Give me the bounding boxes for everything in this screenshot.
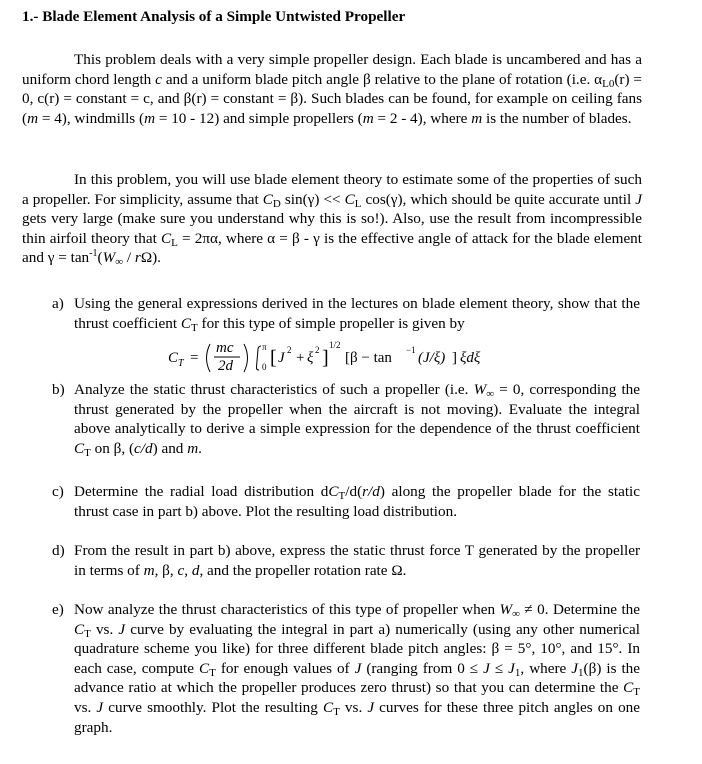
part-c-text	[74, 482, 640, 521]
eq-denominator: 2d	[218, 358, 233, 374]
var-C: C	[74, 439, 85, 457]
part-d-label: d)	[52, 542, 65, 559]
var-W: W	[102, 249, 116, 267]
text-run: (β) is the advance ratio at which the propeller produces zero thrust) so that you can determine the	[74, 659, 641, 697]
var-C: C	[160, 229, 172, 247]
eq-differential: ξdξ	[460, 350, 481, 366]
var-c: c	[177, 561, 185, 579]
var-c: c	[155, 70, 162, 88]
text-run: , β,	[154, 561, 178, 579]
var-C: C	[198, 659, 210, 677]
text-run: /d(	[345, 483, 363, 500]
eq-close-bracket: ]	[452, 350, 457, 366]
problem-title: 1.- Blade Element Analysis of a Simple Untwisted Propeller	[22, 8, 406, 25]
text-run: ≠ 0. Determine the	[520, 601, 641, 618]
var-J: J	[354, 659, 362, 677]
subscript: L0	[602, 77, 615, 90]
eq-beta-minus-atan: [β − tan	[345, 350, 392, 366]
text-run: /	[123, 249, 135, 267]
text-run: gets very large (make sure you understand why this is so!). Also, use the result from incompressible thin airfoil theory that	[22, 210, 642, 247]
var-J: J	[635, 190, 642, 208]
var-r: r	[134, 249, 141, 267]
text-run: = 0, corresponding the thrust generated by the propeller when the aircraft is not moving). Evaluate the integral above analytically to derive a simple expression for the dependence of the thrust coefficient	[74, 381, 640, 438]
text-run: cos(γ), which should be quite accurate until	[361, 190, 636, 208]
subscript: T	[633, 686, 640, 699]
text-run: for enough values of	[215, 659, 355, 677]
text-run: is the number of blades.	[482, 109, 632, 127]
text-run: Analyze the static thrust characteristics of such a propeller (i.e.	[74, 381, 474, 398]
eq-square: 2	[315, 345, 320, 355]
text-run: = 2 - 4), where	[373, 109, 472, 127]
subscript: 1	[578, 666, 584, 679]
eq-numerator: mc	[216, 340, 234, 356]
eq-right-paren	[244, 344, 248, 372]
subscript: T	[333, 705, 340, 718]
text-run: vs.	[339, 698, 368, 716]
var-J: J	[571, 659, 579, 677]
text-run: ,	[184, 561, 192, 579]
var-W: W	[473, 381, 487, 398]
part-a-label: a)	[52, 295, 64, 312]
text-run: sin(γ) <<	[280, 190, 345, 208]
var-C: C	[328, 483, 339, 500]
text-run: (ranging from 0 ≤	[361, 659, 484, 677]
var-r-over-d: r/d	[362, 483, 380, 500]
text-run: From the result in part b) above, express the static thrust force T generated by the propeller in terms of	[74, 542, 640, 579]
eq-left-paren	[207, 344, 211, 372]
var-d: d	[191, 561, 200, 579]
var-m: m	[187, 439, 199, 457]
part-b-label: b)	[52, 381, 65, 398]
var-m: m	[362, 109, 374, 127]
var-m: m	[27, 109, 39, 127]
var-J: J	[483, 659, 490, 677]
subscript: D	[272, 197, 281, 210]
eq-argument: (J/ξ)	[418, 350, 446, 366]
text-run: (	[97, 249, 103, 267]
eq-left-bracket: [	[270, 347, 277, 369]
eq-inverse: −1	[406, 345, 416, 355]
eq-square: 2	[287, 345, 292, 355]
superscript: -1	[89, 248, 98, 260]
text-run: This problem deals with a very simple propeller design. Each blade is uncambered and has a uniform chord length	[22, 51, 642, 88]
var-W: W	[499, 601, 513, 618]
eq-upper-limit: π	[262, 342, 267, 352]
part-d-text	[74, 541, 640, 580]
eq-J: J	[278, 350, 285, 366]
var-J: J	[96, 698, 104, 716]
text-run: and a uniform blade pitch angle β relative to the plane of rotation (i.e. α	[161, 70, 603, 88]
text-run: on β, (	[90, 439, 135, 457]
var-C: C	[180, 314, 191, 332]
text-run: Ω).	[140, 249, 161, 267]
part-c-label: c)	[52, 483, 64, 500]
eq-right-bracket: ]	[322, 347, 329, 369]
text-run: curve smoothly. Plot the resulting	[103, 698, 323, 716]
text-run: .	[198, 439, 202, 457]
text-run: curves for these three pitch angles on one graph.	[74, 698, 640, 736]
text-run: for this type of simple propeller is given by	[197, 314, 465, 332]
var-m: m	[143, 561, 155, 579]
eq-CT: C	[168, 350, 179, 366]
var-J: J	[367, 698, 375, 716]
text-run: vs.	[90, 620, 119, 638]
eq-equals: =	[190, 350, 199, 366]
thrust-coefficient-equation	[166, 336, 566, 376]
var-m: m	[471, 109, 483, 127]
subscript: L	[354, 197, 362, 210]
text-run: = 10 - 12) and simple propellers (	[155, 109, 363, 127]
eq-plus: +	[296, 350, 305, 366]
var-C: C	[344, 190, 355, 208]
eq-subscript: T	[178, 358, 184, 369]
subscript: L	[171, 236, 178, 249]
text-run: vs.	[74, 698, 97, 716]
var-J: J	[508, 659, 515, 677]
subscript: T	[190, 321, 198, 334]
part-e-label: e)	[52, 601, 64, 618]
subscript: T	[84, 627, 91, 640]
text-run: Now analyze the thrust characteristics of this type of propeller when	[74, 601, 500, 618]
text-run: ≤	[489, 659, 509, 677]
subscript: T	[209, 666, 216, 679]
text-run: In this problem, you will use blade element theory to estimate some of the properties of such a propeller. For simplicity, assume that	[22, 171, 642, 208]
part-e-text	[74, 600, 640, 737]
part-b-text	[74, 380, 640, 458]
text-run: ) and	[152, 439, 188, 457]
eq-lower-limit: 0	[262, 362, 267, 372]
text-run: Determine the radial load distribution d	[74, 483, 329, 500]
var-C: C	[262, 190, 273, 208]
var-c-over-d: c/d	[134, 439, 153, 457]
part-a-text	[74, 294, 640, 333]
subscript: T	[84, 446, 91, 459]
var-C: C	[74, 620, 85, 638]
var-m: m	[144, 109, 156, 127]
text-run: (r) = 0, c(r) = constant = c, and β(r) = constant = β). Such blades can be found, for example on ceiling fans (	[22, 70, 642, 127]
intro-paragraph	[22, 50, 642, 128]
assumptions-paragraph	[22, 170, 642, 268]
text-run: , and the propeller rotation rate Ω.	[199, 561, 407, 579]
text-run: = 4), windmills (	[38, 109, 145, 127]
var-C: C	[322, 698, 334, 716]
var-J: J	[118, 620, 126, 638]
subscript: ∞	[486, 388, 495, 400]
var-C: C	[623, 679, 634, 697]
subscript: 1	[514, 666, 521, 679]
subscript: T	[338, 490, 346, 502]
eq-half-power: 1/2	[329, 340, 341, 350]
text-run: = 2πα, where α = β - γ is the effective angle of attack for the blade element and γ = tan	[22, 229, 642, 267]
eq-xi: ξ	[307, 350, 314, 366]
subscript: ∞	[115, 256, 124, 269]
text-run: , where	[520, 659, 572, 677]
eq-integral-sign	[256, 346, 261, 370]
text-run: curve by evaluating the integral in part a) numerically (using any other numerical quadrature scheme you like) for three different blade pitch angles: β = 5°, 10°, and 15°. In each case, compute	[74, 620, 640, 677]
subscript: ∞	[512, 608, 520, 620]
text-run: Using the general expressions derived in the lectures on blade element theory, show that the thrust coefficient	[74, 295, 640, 332]
text-run: ) along the propeller blade for the static thrust case in part b) above. Plot the resulting load distribution.	[74, 483, 640, 520]
